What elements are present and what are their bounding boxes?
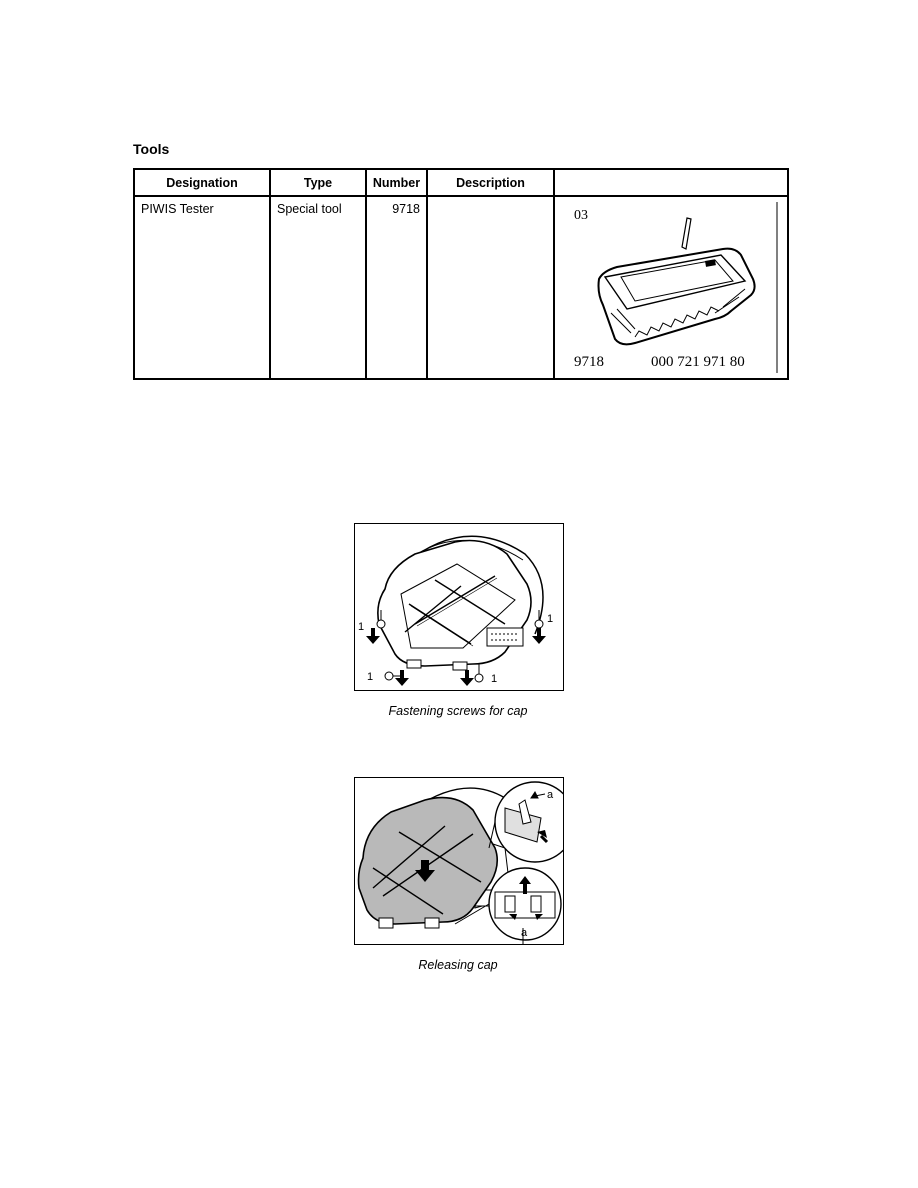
- table-header-row: [134, 169, 788, 196]
- header-type: Type: [270, 169, 366, 196]
- cell-description: [427, 196, 554, 379]
- tool-number-label: 9718: [574, 354, 604, 370]
- header-image: [554, 169, 788, 196]
- tools-table: [133, 168, 789, 380]
- figure-fastening-screws: [354, 523, 564, 691]
- fastening-screws-illustration: [355, 524, 563, 690]
- tool-part-number: 000 721 971 80: [651, 354, 745, 370]
- cell-number: 9718: [366, 196, 427, 379]
- screw-label-2: 1: [547, 613, 554, 625]
- caption-releasing-cap: Releasing cap: [418, 958, 498, 972]
- screw-label-3: 1: [367, 671, 374, 683]
- header-description: Description: [427, 169, 554, 196]
- caption-fastening-screws: Fastening screws for cap: [388, 704, 528, 718]
- screw-label-4: 1: [491, 673, 498, 685]
- detail-label-bottom: a: [521, 927, 528, 939]
- cell-designation: PIWIS Tester: [134, 196, 270, 379]
- header-designation: Designation: [134, 169, 270, 196]
- cell-tool-image: [554, 196, 788, 379]
- screw-label-1: 1: [358, 621, 365, 633]
- header-number: Number: [366, 169, 427, 196]
- tool-code: 03: [574, 208, 588, 223]
- detail-label-top: a: [547, 789, 554, 801]
- table-row: [134, 196, 788, 379]
- figure-releasing-cap: [354, 777, 564, 945]
- releasing-cap-illustration: [355, 778, 563, 944]
- section-title: Tools: [133, 141, 170, 157]
- piwis-tester-illustration: [555, 197, 787, 378]
- cell-type: Special tool: [270, 196, 366, 379]
